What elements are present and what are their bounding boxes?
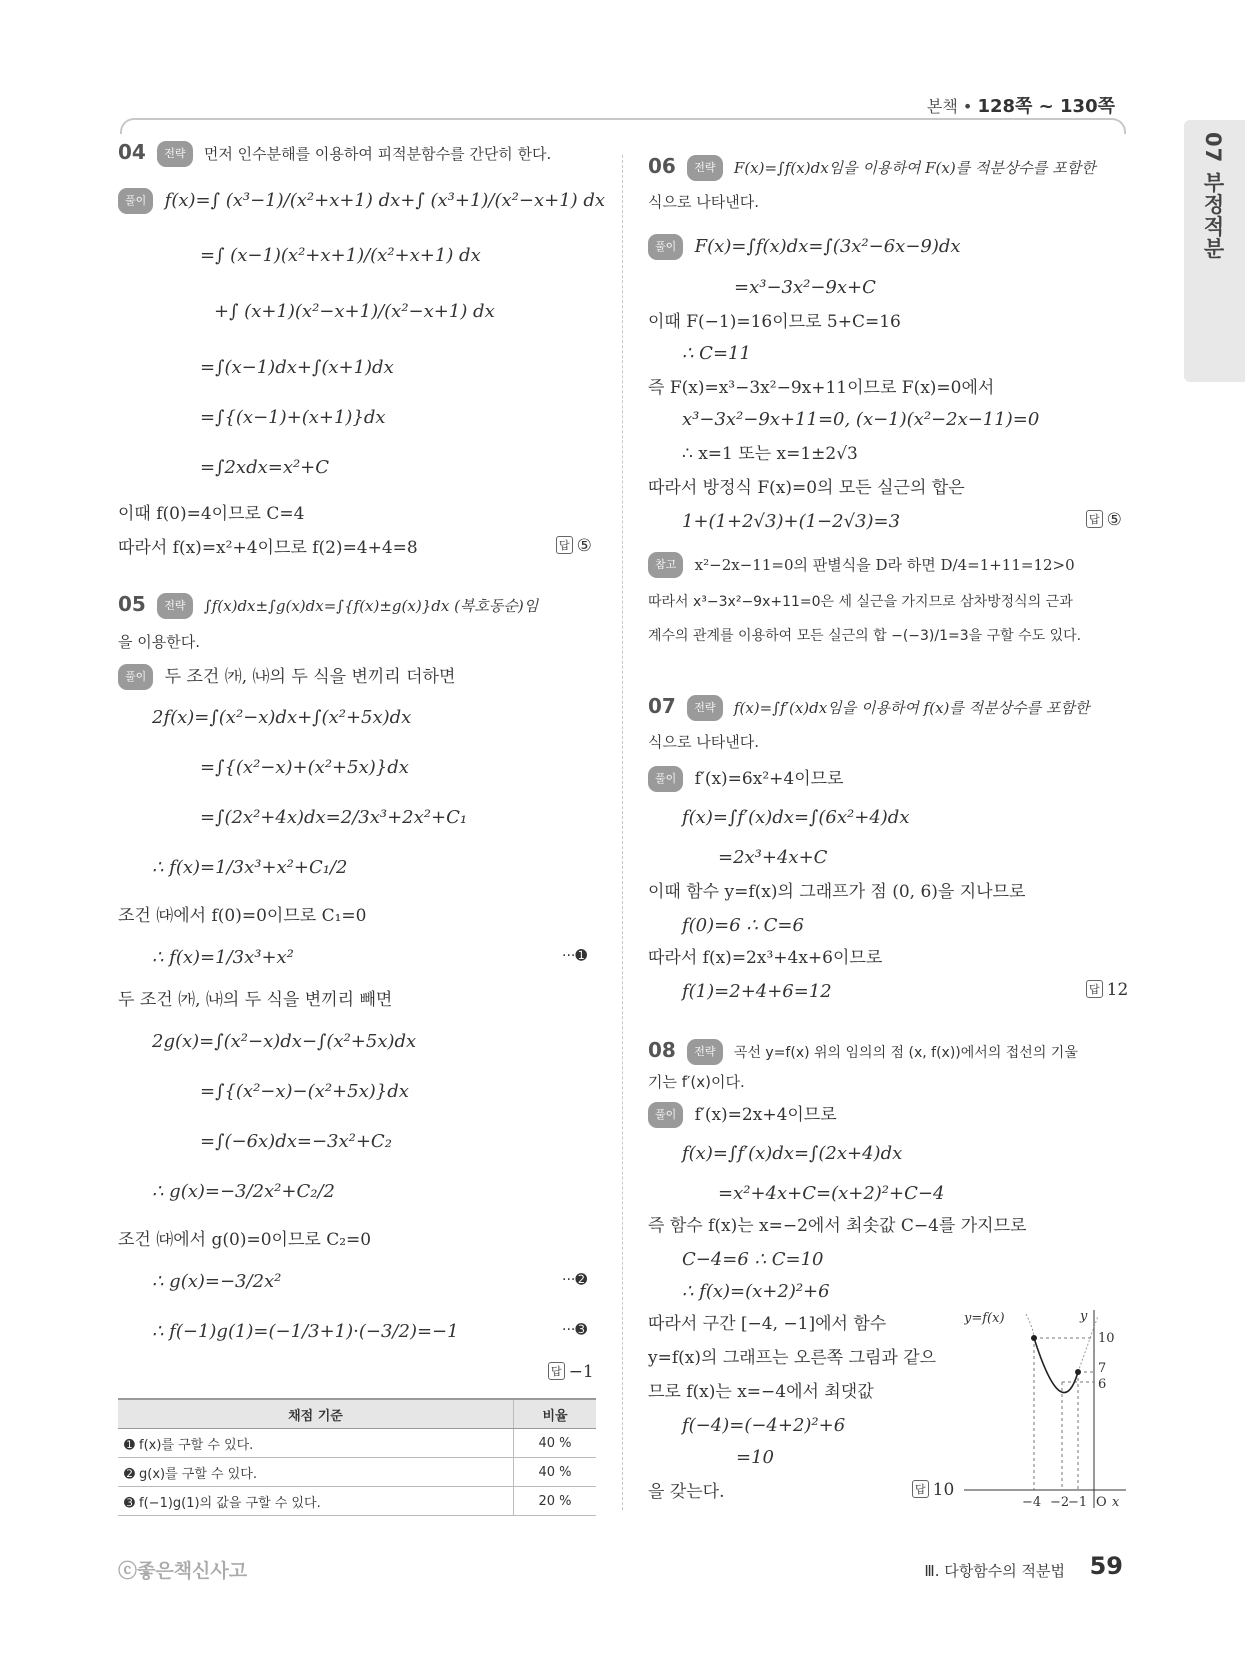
- p08-line-2: f(x)=∫f′(x)dx=∫(2x+4)dx: [682, 1143, 903, 1164]
- answer-value: −1: [568, 1362, 594, 1382]
- p08-line-9: 므로 f(x)는 x=−4에서 최댓값: [648, 1382, 874, 1402]
- strategy-text: 곡선 y=f(x) 위의 임의의 점 (x, f(x))에서의 접선의 기울: [733, 1045, 1078, 1061]
- y-tick-7: 7: [1098, 1361, 1107, 1376]
- table-row: [118, 1487, 596, 1516]
- endpoint-dot: [1031, 1335, 1037, 1341]
- problem-number: 06: [648, 154, 676, 178]
- answer-icon: 답: [912, 1480, 929, 1498]
- x-tick-minus1: −1: [1068, 1495, 1088, 1510]
- note-text: x²−2x−11=0의 판별식을 D라 하면 D/4=1+11=12>0: [694, 556, 1075, 574]
- strategy-text: f(x)=∫f′(x)dx임을 이용하여 f(x)를 적분상수를 포함한: [733, 699, 1090, 717]
- p04-line-5: =∫{(x−1)+(x+1)}dx: [200, 407, 386, 428]
- curve-label: y=f(x): [964, 1311, 1005, 1326]
- p08-line-12: 을 갖는다.: [648, 1482, 725, 1502]
- grading-header-row: [118, 1399, 596, 1429]
- p07-answer: [1086, 980, 1128, 1000]
- text: f′(x)=6x²+4이므로: [694, 769, 844, 789]
- p08-line-8: y=f(x)의 그래프는 오른쪽 그림과 같으: [648, 1348, 937, 1368]
- p06-note-1: [648, 552, 1075, 578]
- answer-value: ⑤: [1106, 510, 1122, 530]
- curve-extension: [1026, 1314, 1034, 1338]
- solution-tag: 풀이: [648, 766, 683, 792]
- p07-line-7: f(1)=2+4+6=12: [682, 981, 832, 1002]
- p06-strategy: [648, 154, 1096, 181]
- p07-strategy: [648, 694, 1089, 721]
- p04-line-7: 이때 f(0)=4이므로 C=4: [118, 504, 305, 524]
- answer-value: 10: [932, 1480, 955, 1500]
- p04-line-4: =∫(x−1)dx+∫(x+1)dx: [200, 357, 394, 378]
- answer-value: ⑤: [576, 536, 592, 556]
- p05-line-4: =∫(2x²+4x)dx=2/3x³+2x²+C₁: [200, 807, 468, 828]
- p04-line-3: +∫ (x+1)(x²−x+1)/(x²−x+1) dx: [214, 301, 495, 322]
- page-header: [0, 0, 1245, 140]
- p06-line-4: ∴ C=11: [682, 343, 751, 364]
- p06-line-3: 이때 F(−1)=16이므로 5+C=16: [648, 312, 901, 332]
- grading-mark-3: ···➌: [562, 1322, 588, 1338]
- criterion-cell: ➌ f(−1)g(1)의 값을 구할 수 있다.: [118, 1487, 514, 1516]
- criterion-cell: ➊ f(x)를 구할 수 있다.: [118, 1429, 514, 1458]
- p06-line-7: ∴ x=1 또는 x=1±2√3: [682, 444, 858, 464]
- p05-line-1: [118, 664, 455, 690]
- page-range: 128쪽 ~ 130쪽: [977, 96, 1115, 117]
- answer-icon: 답: [1086, 510, 1103, 528]
- problem-number: 04: [118, 140, 146, 164]
- answer-value: 12: [1106, 980, 1129, 1000]
- criterion-cell: ➋ g(x)를 구할 수 있다.: [118, 1458, 514, 1487]
- p05-line-14: ∴ g(x)=−3/2x²: [152, 1271, 282, 1292]
- p08-line-4: 즉 함수 f(x)는 x=−2에서 최솟값 C−4를 가지므로: [648, 1216, 1027, 1236]
- endpoint-dot: [1075, 1369, 1081, 1375]
- strategy-tag: 전략: [157, 141, 192, 167]
- math-expression: f(x)=∫ (x³−1)/(x²+x+1) dx+∫ (x³+1)/(x²−x+1) dx: [164, 190, 606, 211]
- p07-line-1: [648, 766, 843, 792]
- answer-icon: 답: [556, 536, 573, 554]
- p05-line-7: ∴ f(x)=1/3x³+x²: [152, 947, 294, 968]
- p07-line-5: f(0)=6 ∴ C=6: [682, 915, 804, 936]
- text: f′(x)=2x+4이므로: [694, 1105, 837, 1125]
- p05-line-3: =∫{(x²−x)+(x²+5x)}dx: [200, 757, 409, 778]
- page-number: 59: [1089, 1552, 1123, 1580]
- p05-line-15: ∴ f(−1)g(1)=(−1/3+1)·(−3/2)=−1: [152, 1321, 459, 1342]
- table-row: [118, 1429, 596, 1458]
- p05-strategy: [118, 592, 538, 619]
- problem-number: 08: [648, 1038, 676, 1062]
- p06-strategy-cont: 식으로 나타낸다.: [648, 193, 759, 211]
- strategy-text: ∫f(x)dx±∫g(x)dx=∫{f(x)±g(x)}dx (복호동순)임: [203, 597, 539, 615]
- p05-answer: [548, 1362, 594, 1382]
- text: 두 조건 ㈎, ㈏의 두 식을 변끼리 더하면: [164, 667, 456, 687]
- grading-header-ratio: 비율: [514, 1399, 597, 1429]
- p07-strategy-cont: 식으로 나타낸다.: [648, 733, 759, 751]
- answer-icon: 답: [548, 1362, 565, 1380]
- book-ref-dot: •: [962, 97, 973, 116]
- p05-line-11: =∫(−6x)dx=−3x²+C₂: [200, 1131, 392, 1152]
- y-axis-label: y: [1080, 1309, 1088, 1324]
- p08-line-1: [648, 1102, 837, 1128]
- strategy-tag: 전략: [687, 155, 722, 181]
- p06-note-2: 따라서 x³−3x²−9x+11=0은 세 실근을 가지므로 삼차방정식의 근과: [648, 594, 1073, 610]
- p08-strategy: [648, 1038, 1078, 1065]
- p06-line-2: =x³−3x²−9x+C: [734, 277, 876, 298]
- ratio-cell: 40 %: [514, 1429, 597, 1458]
- p05-line-13: 조건 ㈐에서 g(0)=0이므로 C₂=0: [118, 1230, 372, 1250]
- strategy-tag: 전략: [157, 593, 192, 619]
- p04-line-1: [118, 188, 605, 214]
- footer-chapter: Ⅲ. 다항함수의 적분법: [924, 1562, 1065, 1580]
- p06-line-1: [648, 234, 961, 260]
- problem-number: 07: [648, 694, 676, 718]
- p04-answer: [556, 536, 592, 556]
- header-rule: [120, 118, 1126, 134]
- p07-line-3: =2x³+4x+C: [718, 847, 828, 868]
- p04-line-8: 따라서 f(x)=x²+4이므로 f(2)=4+4=8: [118, 538, 418, 558]
- strategy-tag: 전략: [687, 1039, 722, 1065]
- p08-line-3: =x²+4x+C=(x+2)²+C−4: [718, 1183, 945, 1204]
- grading-table: [118, 1398, 596, 1516]
- side-tab-label: 07 부정적분: [1201, 132, 1225, 260]
- p06-note-3: 계수의 관계를 이용하여 모든 실근의 합 −(−3)/1=3을 구할 수도 있다.: [648, 628, 1082, 644]
- strategy-text: 먼저 인수분해를 이용하여 피적분함수를 간단히 한다.: [203, 145, 552, 163]
- parabola-curve: [1034, 1338, 1078, 1393]
- x-tick-minus4: −4: [1022, 1495, 1042, 1510]
- solution-tag: 풀이: [648, 1102, 683, 1128]
- ratio-cell: 40 %: [514, 1458, 597, 1487]
- curve-extension: [1078, 1316, 1098, 1372]
- problem-number: 05: [118, 592, 146, 616]
- origin-label: O: [1096, 1495, 1107, 1510]
- book-reference: [927, 92, 1115, 118]
- p05-line-6: 조건 ㈐에서 f(0)=0이므로 C₁=0: [118, 906, 367, 926]
- p08-line-10: f(−4)=(−4+2)²+6: [682, 1415, 846, 1436]
- math-expression: F(x)=∫f(x)dx=∫(3x²−6x−9)dx: [694, 236, 961, 257]
- solution-tag: 풀이: [648, 234, 683, 260]
- ratio-cell: 20 %: [514, 1487, 597, 1516]
- p08-graph: [964, 1308, 1132, 1510]
- p08-answer: [912, 1480, 954, 1500]
- p07-line-2: f(x)=∫f′(x)dx=∫(6x²+4)dx: [682, 807, 910, 828]
- solution-tag: 풀이: [118, 188, 153, 214]
- x-tick-minus2: −2: [1050, 1495, 1070, 1510]
- p04-line-6: =∫2xdx=x²+C: [200, 457, 330, 478]
- p04-strategy: [118, 140, 551, 167]
- p05-line-5: ∴ f(x)=1/3x³+x²+C₁/2: [152, 857, 348, 878]
- p08-line-5: C−4=6 ∴ C=10: [682, 1249, 824, 1270]
- p07-line-4: 이때 함수 y=f(x)의 그래프가 점 (0, 6)을 지나므로: [648, 882, 1026, 902]
- p05-line-9: 2g(x)=∫(x²−x)dx−∫(x²+5x)dx: [152, 1031, 417, 1052]
- p04-line-2: =∫ (x−1)(x²+x+1)/(x²+x+1) dx: [200, 245, 481, 266]
- table-row: [118, 1458, 596, 1487]
- x-axis-label: x: [1112, 1495, 1120, 1510]
- p07-line-6: 따라서 f(x)=2x³+4x+6이므로: [648, 948, 883, 968]
- p05-strategy-cont: 을 이용한다.: [118, 633, 200, 651]
- p06-line-6: x³−3x²−9x+11=0, (x−1)(x²−2x−11)=0: [682, 409, 1040, 430]
- p06-line-5: 즉 F(x)=x³−3x²−9x+11이므로 F(x)=0에서: [648, 378, 995, 398]
- answer-icon: 답: [1086, 980, 1103, 998]
- solution-tag: 풀이: [118, 664, 153, 690]
- y-tick-10: 10: [1098, 1331, 1115, 1346]
- p06-answer: [1086, 510, 1122, 530]
- p08-strategy-cont: 기는 f′(x)이다.: [648, 1073, 745, 1091]
- p08-line-7: 따라서 구간 [−4, −1]에서 함수: [648, 1314, 887, 1334]
- strategy-tag: 전략: [687, 695, 722, 721]
- y-tick-6: 6: [1098, 1377, 1107, 1392]
- p05-line-12: ∴ g(x)=−3/2x²+C₂/2: [152, 1181, 335, 1202]
- p05-line-2: 2f(x)=∫(x²−x)dx+∫(x²+5x)dx: [152, 707, 412, 728]
- p08-line-11: =10: [736, 1447, 774, 1468]
- publisher-logo: ⓒ좋은책신사고: [118, 1560, 248, 1582]
- grading-mark-1: ···➊: [562, 948, 588, 964]
- strategy-text: F(x)=∫f(x)dx임을 이용하여 F(x)를 적분상수를 포함한: [733, 159, 1096, 177]
- note-tag: 참고: [648, 552, 683, 578]
- grading-mark-2: ···➋: [562, 1272, 588, 1288]
- grading-header-criterion: 채점 기준: [118, 1399, 514, 1429]
- p05-line-8: 두 조건 ㈎, ㈏의 두 식을 변끼리 빼면: [118, 990, 393, 1010]
- p06-line-9: 1+(1+2√3)+(1−2√3)=3: [682, 511, 901, 532]
- book-ref-label: 본책: [926, 97, 958, 116]
- chapter-side-tab: [1184, 120, 1245, 382]
- p05-line-10: =∫{(x²−x)−(x²+5x)}dx: [200, 1081, 409, 1102]
- p06-line-8: 따라서 방정식 F(x)=0의 모든 실근의 합은: [648, 478, 965, 498]
- p08-line-6: ∴ f(x)=(x+2)²+6: [682, 1281, 830, 1302]
- column-divider: [622, 155, 623, 1510]
